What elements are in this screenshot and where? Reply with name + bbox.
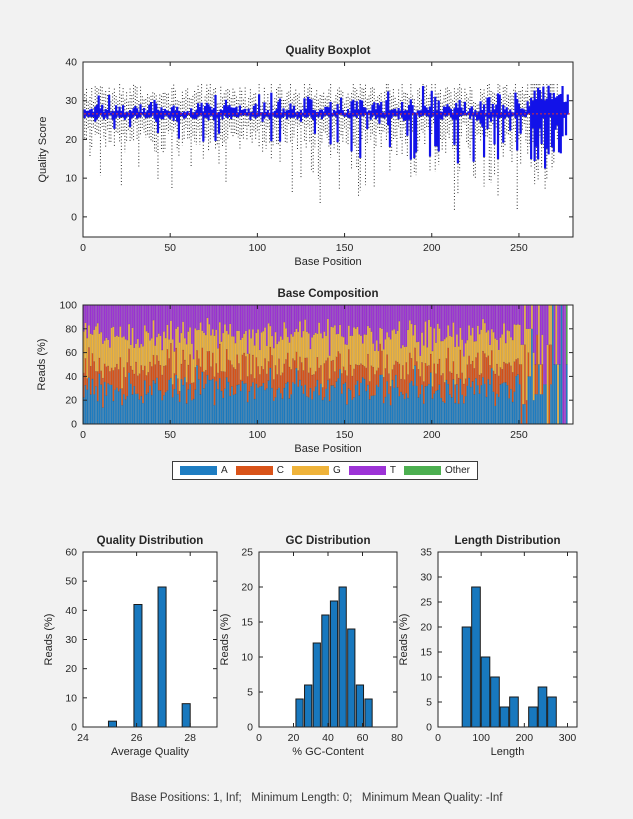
legend-swatch-g-icon — [292, 466, 329, 475]
svg-text:40: 40 — [65, 56, 77, 69]
svg-text:100: 100 — [59, 299, 77, 312]
svg-text:80: 80 — [65, 323, 77, 336]
svg-text:Quality Score: Quality Score — [37, 116, 49, 183]
svg-text:Reads (%): Reads (%) — [43, 613, 55, 666]
svg-text:30: 30 — [65, 95, 77, 108]
svg-text:200: 200 — [515, 732, 534, 744]
legend-item-other — [404, 466, 470, 476]
svg-text:10: 10 — [65, 692, 77, 705]
svg-text:28: 28 — [184, 732, 197, 744]
svg-text:35: 35 — [420, 546, 432, 559]
legend-item-g — [292, 466, 341, 476]
svg-text:25: 25 — [420, 596, 432, 609]
svg-text:40: 40 — [65, 370, 77, 383]
svg-text:% GC-Content: % GC-Content — [292, 746, 364, 758]
svg-text:20: 20 — [65, 394, 77, 407]
svg-text:Reads (%): Reads (%) — [36, 338, 48, 391]
legend-label: T — [389, 464, 396, 476]
svg-text:0: 0 — [71, 211, 77, 224]
svg-text:0: 0 — [247, 721, 253, 734]
svg-text:Quality Distribution: Quality Distribution — [96, 535, 204, 547]
svg-text:50: 50 — [164, 242, 177, 254]
svg-text:Length Distribution: Length Distribution — [454, 535, 561, 547]
svg-text:Quality Boxplot: Quality Boxplot — [285, 45, 371, 57]
legend-swatch-c-icon — [236, 466, 273, 475]
svg-text:5: 5 — [426, 696, 432, 709]
svg-text:100: 100 — [248, 242, 267, 254]
svg-text:20: 20 — [420, 621, 432, 634]
svg-text:5: 5 — [247, 686, 253, 699]
svg-text:15: 15 — [420, 646, 432, 659]
svg-text:100: 100 — [248, 429, 267, 441]
svg-text:Length: Length — [490, 746, 525, 758]
svg-text:15: 15 — [241, 616, 253, 629]
svg-text:GC Distribution: GC Distribution — [285, 535, 371, 547]
length-distribution-chart — [398, 535, 577, 758]
legend-swatch-other-icon — [404, 466, 441, 475]
svg-text:0: 0 — [435, 732, 441, 744]
svg-text:150: 150 — [335, 429, 354, 441]
svg-text:Base Composition: Base Composition — [277, 288, 379, 300]
svg-text:40: 40 — [65, 604, 77, 617]
legend-swatch-a-icon — [180, 466, 217, 475]
svg-text:20: 20 — [287, 732, 300, 744]
base-composition-chart — [36, 288, 573, 455]
svg-text:20: 20 — [65, 663, 77, 676]
filter-settings-caption: Base Positions: 1, Inf; Minimum Length: 0; Minimum Mean Quality: -Inf — [130, 792, 503, 804]
svg-text:24: 24 — [77, 732, 89, 744]
legend-swatch-t-icon — [349, 466, 386, 475]
legend-label: Other — [444, 464, 470, 476]
svg-text:0: 0 — [256, 732, 262, 744]
svg-text:200: 200 — [422, 242, 441, 254]
legend-label: A — [221, 464, 228, 476]
svg-text:50: 50 — [65, 575, 77, 588]
svg-text:Average Quality: Average Quality — [110, 746, 190, 758]
legend-label: C — [276, 464, 284, 476]
quality-distribution-chart — [43, 535, 217, 758]
svg-text:20: 20 — [241, 581, 253, 594]
legend-item-t — [349, 466, 396, 476]
quality-boxplot-chart — [37, 45, 573, 268]
gc-distribution-chart — [219, 535, 403, 758]
legend-label: G — [333, 464, 341, 476]
svg-text:25: 25 — [241, 546, 253, 559]
svg-text:0: 0 — [71, 721, 77, 734]
base-composition-legend — [172, 461, 478, 480]
svg-text:250: 250 — [510, 429, 528, 441]
svg-text:20: 20 — [65, 133, 77, 146]
svg-text:Reads (%): Reads (%) — [398, 613, 410, 666]
svg-text:40: 40 — [322, 732, 334, 744]
svg-text:150: 150 — [335, 242, 354, 254]
svg-text:Reads (%): Reads (%) — [219, 613, 231, 666]
svg-text:30: 30 — [420, 571, 432, 584]
svg-text:0: 0 — [80, 429, 86, 441]
svg-text:30: 30 — [65, 634, 77, 646]
svg-text:Base Position: Base Position — [294, 256, 362, 268]
svg-text:60: 60 — [65, 347, 77, 360]
svg-text:300: 300 — [558, 732, 577, 744]
svg-text:60: 60 — [65, 546, 77, 559]
svg-text:10: 10 — [241, 651, 253, 664]
svg-text:100: 100 — [472, 732, 490, 744]
svg-text:200: 200 — [422, 429, 441, 441]
svg-text:0: 0 — [80, 242, 86, 254]
svg-text:10: 10 — [420, 671, 432, 684]
svg-text:10: 10 — [65, 172, 77, 185]
svg-text:50: 50 — [164, 429, 177, 441]
svg-text:60: 60 — [356, 732, 369, 744]
svg-text:0: 0 — [426, 721, 432, 734]
svg-text:80: 80 — [391, 732, 403, 744]
svg-text:26: 26 — [130, 732, 143, 744]
legend-item-c — [236, 466, 284, 476]
svg-text:0: 0 — [71, 418, 77, 431]
svg-text:250: 250 — [510, 242, 528, 254]
svg-text:Base Position: Base Position — [294, 443, 362, 455]
legend-item-a — [180, 466, 228, 476]
